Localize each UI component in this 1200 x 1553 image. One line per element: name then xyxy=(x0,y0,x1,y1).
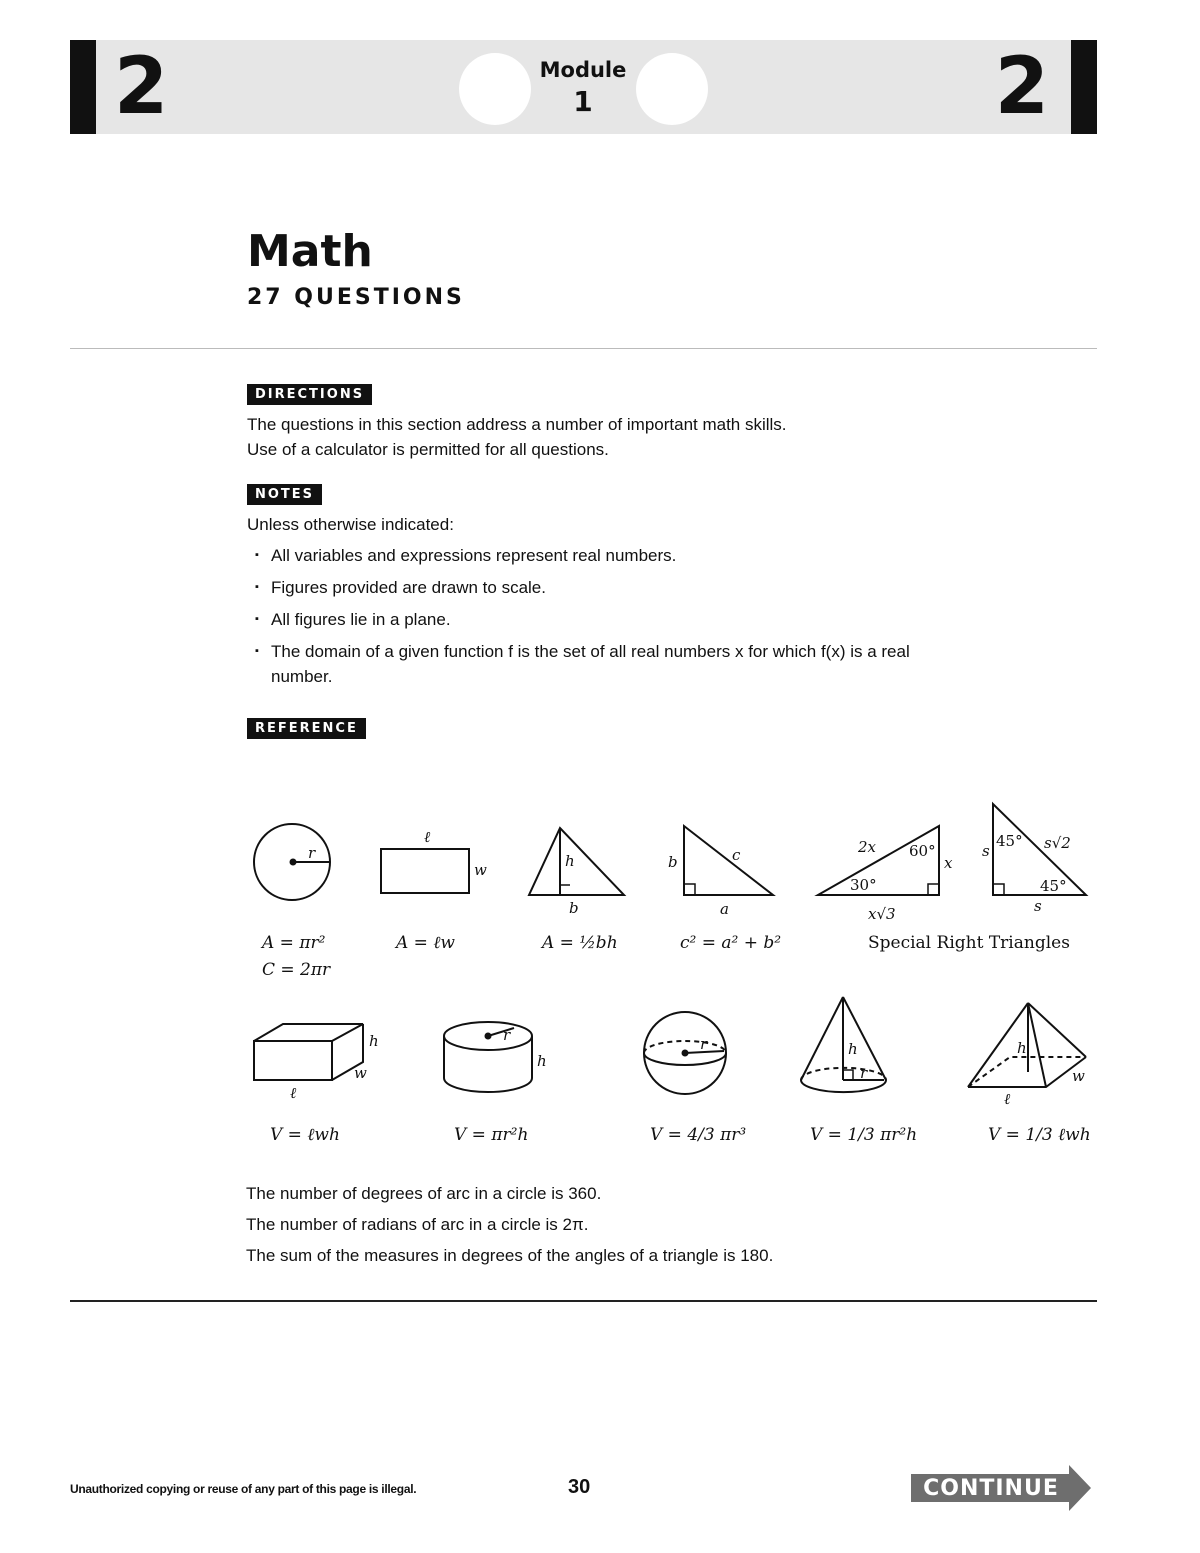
pyramid-height-label: h xyxy=(1017,1039,1027,1057)
label-x: x xyxy=(944,854,953,872)
divider-bottom xyxy=(70,1300,1097,1302)
label-45-degrees-top: 45° xyxy=(996,832,1023,850)
section-number-right: 2 xyxy=(994,42,1049,132)
label-s-bottom: s xyxy=(1034,897,1042,915)
triangle-height-label: h xyxy=(565,852,575,870)
note-item: ▪ All variables and expressions represent real numbers. xyxy=(247,543,927,568)
section-number-left: 2 xyxy=(114,42,169,132)
directions-line-2: Use of a calculator is permitted for all questions. xyxy=(247,440,609,459)
box-height-label: h xyxy=(369,1032,379,1050)
copyright-notice: Unauthorized copying or reuse of any part of this page is illegal. xyxy=(70,1482,417,1496)
rectangle-length-label: ℓ xyxy=(424,828,431,846)
pyramid-width-label: w xyxy=(1072,1067,1085,1085)
rectangle-width-label: w xyxy=(474,861,487,879)
cylinder-volume-formula: V = πr²h xyxy=(454,1125,529,1145)
special-30-60-triangle xyxy=(818,826,939,895)
special-triangles-caption: Special Right Triangles xyxy=(868,933,1070,953)
box-figure xyxy=(254,1024,363,1080)
label-30-degrees: 30° xyxy=(850,876,877,894)
right-triangle-b-label: b xyxy=(668,853,678,871)
pythagorean-formula: c² = a² + b² xyxy=(680,933,782,953)
fact-degrees: The number of degrees of arc in a circle is 360. xyxy=(246,1184,602,1203)
question-count: 27 QUESTIONS xyxy=(247,285,465,310)
continue-button-label[interactable]: CONTINUE xyxy=(923,1476,1059,1501)
label-2x: 2x xyxy=(858,838,877,856)
triangle-figure xyxy=(529,828,624,895)
circle-circumference-formula: C = 2πr xyxy=(262,960,331,980)
pyramid-length-label: ℓ xyxy=(1004,1090,1011,1108)
notes-intro: Unless otherwise indicated: xyxy=(247,515,454,534)
right-triangle-a-label: a xyxy=(720,900,729,918)
cylinder-height-label: h xyxy=(537,1052,547,1070)
right-triangle-figure xyxy=(684,826,773,895)
fact-radians: The number of radians of arc in a circle is 2π. xyxy=(246,1215,589,1234)
sphere-radius-label: r xyxy=(700,1035,708,1053)
label-x-root-3: x√3 xyxy=(868,905,896,923)
page-title: Math xyxy=(247,226,373,277)
circle-area-formula: A = πr² xyxy=(262,933,326,953)
pyramid-figure xyxy=(968,1003,1086,1087)
triangle-area-formula: A = ½bh xyxy=(542,933,618,953)
reference-facts xyxy=(246,1178,773,1271)
label-60-degrees: 60° xyxy=(909,842,936,860)
reference-tag: REFERENCE xyxy=(247,718,366,739)
notes-tag: NOTES xyxy=(247,484,322,505)
module-label: Module xyxy=(539,58,627,82)
page-number: 30 xyxy=(568,1476,591,1498)
module-number: 1 xyxy=(573,85,593,118)
sphere-volume-formula: V = 4/3 πr³ xyxy=(650,1125,747,1145)
rectangle-figure xyxy=(381,849,469,893)
note-item: ▪ Figures provided are drawn to scale. xyxy=(247,575,927,600)
label-s-root-2: s√2 xyxy=(1044,834,1071,852)
right-triangle-c-label: c xyxy=(732,846,741,864)
pyramid-volume-formula: V = 1/3 ℓwh xyxy=(988,1125,1091,1145)
triangle-base-label: b xyxy=(569,899,579,917)
box-length-label: ℓ xyxy=(290,1084,297,1102)
cone-figure xyxy=(801,997,886,1092)
circle-radius-label: r xyxy=(308,844,316,862)
directions-line-1: The questions in this section address a number of important math skills. xyxy=(247,415,787,434)
box-width-label: w xyxy=(354,1064,367,1082)
label-45-degrees-bottom: 45° xyxy=(1040,877,1067,895)
note-item: ▪ All figures lie in a plane. xyxy=(247,607,927,632)
rectangle-area-formula: A = ℓw xyxy=(396,933,455,953)
note-item: ▪ The domain of a given function f is the set of all real numbers x for which f(x) is a real number. xyxy=(247,639,927,689)
label-s-left: s xyxy=(982,842,990,860)
directions-tag: DIRECTIONS xyxy=(247,384,372,405)
box-volume-formula: V = ℓwh xyxy=(270,1125,340,1145)
cylinder-radius-label: r xyxy=(503,1026,511,1044)
fact-triangle-angles: The sum of the measures in degrees of the angles of a triangle is 180. xyxy=(246,1246,774,1265)
cone-volume-formula: V = 1/3 πr²h xyxy=(810,1125,918,1145)
cone-height-label: h xyxy=(848,1040,858,1058)
cone-radius-label: r xyxy=(860,1064,868,1082)
